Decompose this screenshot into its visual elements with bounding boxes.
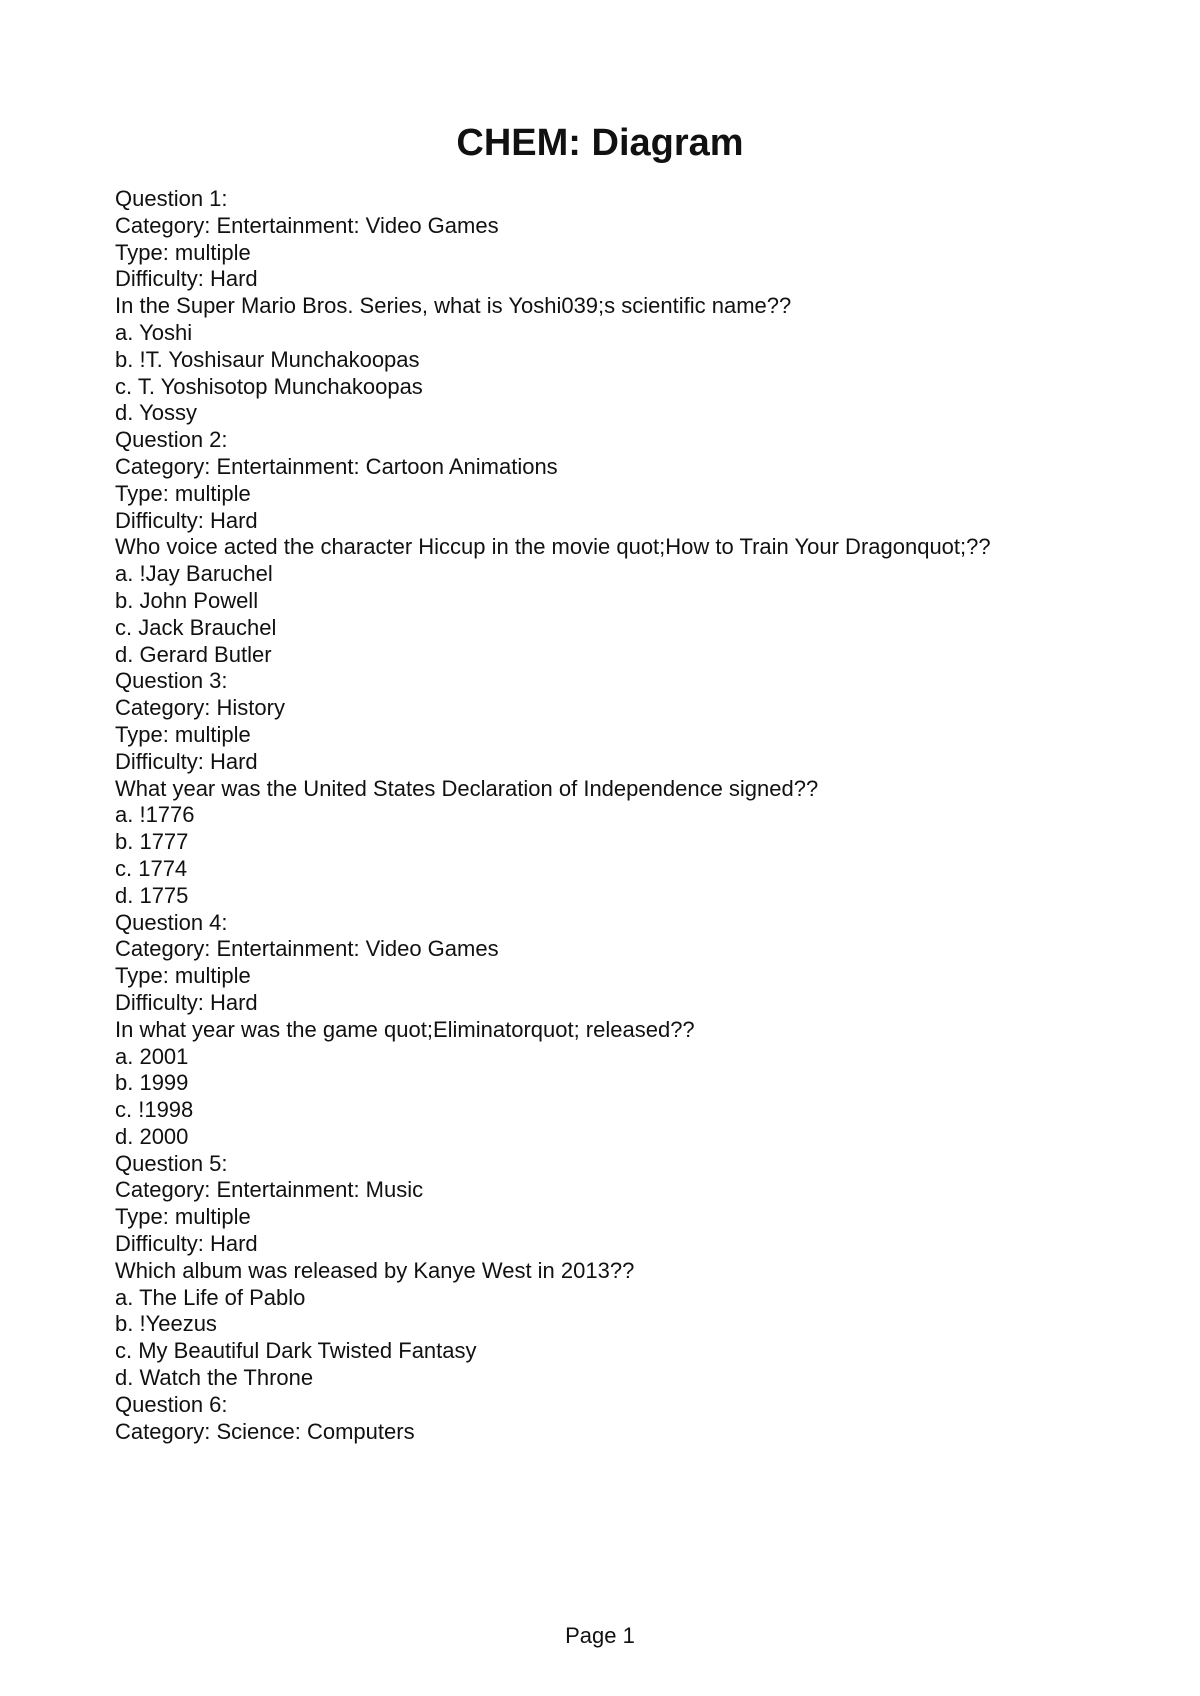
answer-option-c: c. 1774 [115, 855, 188, 881]
answer-option-c: c. My Beautiful Dark Twisted Fantasy [115, 1338, 477, 1364]
answer-option-b: b. !Yeezus [115, 1311, 217, 1337]
question-block-3 [115, 668, 1115, 909]
answer-option-a: a. 2001 [115, 1043, 189, 1069]
answer-option-b: b. 1999 [115, 1070, 189, 1096]
question-difficulty: Difficulty: Hard [115, 989, 258, 1015]
answer-option-a: a. !1776 [115, 802, 195, 828]
question-block-4 [115, 910, 1115, 1151]
question-text: Who voice acted the character Hiccup in the movie quot;How to Train Your Dragonquot;?? [115, 534, 991, 560]
question-type: Type: multiple [115, 963, 251, 989]
answer-option-b: b. 1777 [115, 829, 189, 855]
answer-option-d: d. 1775 [115, 882, 189, 908]
question-text: What year was the United States Declaration of Independence signed?? [115, 775, 819, 801]
question-type: Type: multiple [115, 239, 251, 265]
question-difficulty: Difficulty: Hard [115, 1231, 258, 1257]
answer-option-d: d. 2000 [115, 1123, 189, 1149]
question-difficulty: Difficulty: Hard [115, 507, 258, 533]
answer-option-d: d. Watch the Throne [115, 1365, 314, 1391]
question-difficulty: Difficulty: Hard [115, 266, 258, 292]
answer-option-d: d. Yossy [115, 400, 197, 426]
question-category: Category: Entertainment: Video Games [115, 212, 499, 238]
question-text: In the Super Mario Bros. Series, what is Yoshi039;s scientific name?? [115, 293, 792, 319]
answer-option-d: d. Gerard Butler [115, 641, 272, 667]
question-category: Category: Science: Computers [115, 1418, 415, 1444]
answer-option-a: a. The Life of Pablo [115, 1284, 306, 1310]
answer-option-b: b. John Powell [115, 587, 259, 613]
question-number: Question 3: [115, 668, 228, 694]
document-title: CHEM: Diagram [456, 122, 744, 164]
question-block-5 [115, 1151, 1115, 1392]
question-block-6 [115, 1392, 1115, 1446]
question-difficulty: Difficulty: Hard [115, 748, 258, 774]
answer-option-a: a. !Jay Baruchel [115, 561, 273, 587]
answer-option-a: a. Yoshi [115, 319, 193, 345]
question-category: Category: Entertainment: Video Games [115, 936, 499, 962]
question-text: Which album was released by Kanye West in 2013?? [115, 1257, 635, 1283]
question-category: Category: History [115, 695, 285, 721]
question-category: Category: Entertainment: Cartoon Animations [115, 453, 558, 479]
question-category: Category: Entertainment: Music [115, 1177, 424, 1203]
question-number: Question 5: [115, 1150, 228, 1176]
question-list [115, 186, 1115, 1445]
question-number: Question 1: [115, 186, 228, 211]
question-block-2 [115, 427, 1115, 668]
question-number: Question 2: [115, 427, 228, 453]
question-number: Question 4: [115, 909, 228, 935]
question-type: Type: multiple [115, 1204, 251, 1230]
answer-option-b: b. !T. Yoshisaur Munchakoopas [115, 346, 420, 372]
question-type: Type: multiple [115, 721, 251, 747]
question-type: Type: multiple [115, 480, 251, 506]
page-number: Page 1 [565, 1623, 635, 1648]
question-number: Question 6: [115, 1391, 228, 1417]
answer-option-c: c. Jack Brauchel [115, 614, 277, 640]
question-text: In what year was the game quot;Eliminatorquot; released?? [115, 1016, 695, 1042]
answer-option-c: c. T. Yoshisotop Munchakoopas [115, 373, 423, 399]
answer-option-c: c. !1998 [115, 1097, 194, 1123]
question-block-1 [115, 186, 1115, 427]
